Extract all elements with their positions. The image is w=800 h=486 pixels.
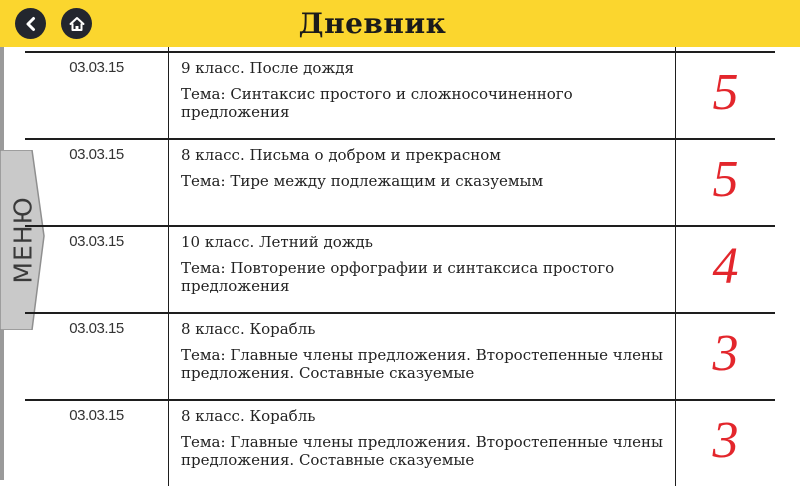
lesson-title: 8 класс. Корабль (181, 407, 316, 425)
lesson-topic: Тема: Повторение орфографии и синтаксиса простого предложения (181, 259, 615, 295)
lesson-date: 03.03.15 (69, 146, 124, 163)
grade-mark: 3 (712, 412, 739, 469)
table-row[interactable] (25, 225, 775, 312)
lesson-topic: Тема: Синтаксис простого и сложносочиненного предложения (181, 85, 573, 121)
grade-mark: 5 (712, 64, 739, 121)
column-divider (168, 53, 169, 138)
lesson-title: 10 класс. Летний дождь (181, 233, 373, 251)
table-row[interactable] (25, 312, 775, 399)
lesson-info (181, 146, 665, 190)
lesson-info (181, 320, 665, 382)
column-divider (168, 401, 169, 486)
column-divider (168, 314, 169, 399)
lesson-info (181, 233, 665, 295)
column-divider (168, 140, 169, 225)
lesson-title: 8 класс. Корабль (181, 320, 316, 338)
lesson-info (181, 59, 665, 121)
lesson-topic: Тема: Главные члены предложения. Второстепенные члены предложения. Составные сказуемые (181, 346, 663, 382)
grade-mark: 5 (712, 151, 739, 208)
lesson-date: 03.03.15 (69, 320, 124, 337)
lesson-date: 03.03.15 (69, 59, 124, 76)
grade-mark: 3 (712, 325, 739, 382)
table-row[interactable] (25, 51, 775, 138)
lesson-topic: Тема: Главные члены предложения. Второстепенные члены предложения. Составные сказуемые (181, 433, 663, 469)
lesson-info (181, 407, 665, 469)
diary-table (25, 47, 775, 486)
page-title: Дневник (298, 7, 447, 40)
lesson-title: 9 класс. После дождя (181, 59, 354, 77)
header-bar (0, 0, 800, 47)
table-row[interactable] (25, 138, 775, 225)
lesson-date: 03.03.15 (69, 407, 124, 424)
table-row[interactable] (25, 399, 775, 486)
lesson-topic: Тема: Тире между подлежащим и сказуемым (181, 172, 544, 190)
column-divider (168, 227, 169, 312)
lesson-title: 8 класс. Письма о добром и прекрасном (181, 146, 501, 164)
lesson-date: 03.03.15 (69, 233, 124, 250)
grade-mark: 4 (712, 238, 739, 295)
menu-label: МЕНЮ (8, 196, 38, 284)
